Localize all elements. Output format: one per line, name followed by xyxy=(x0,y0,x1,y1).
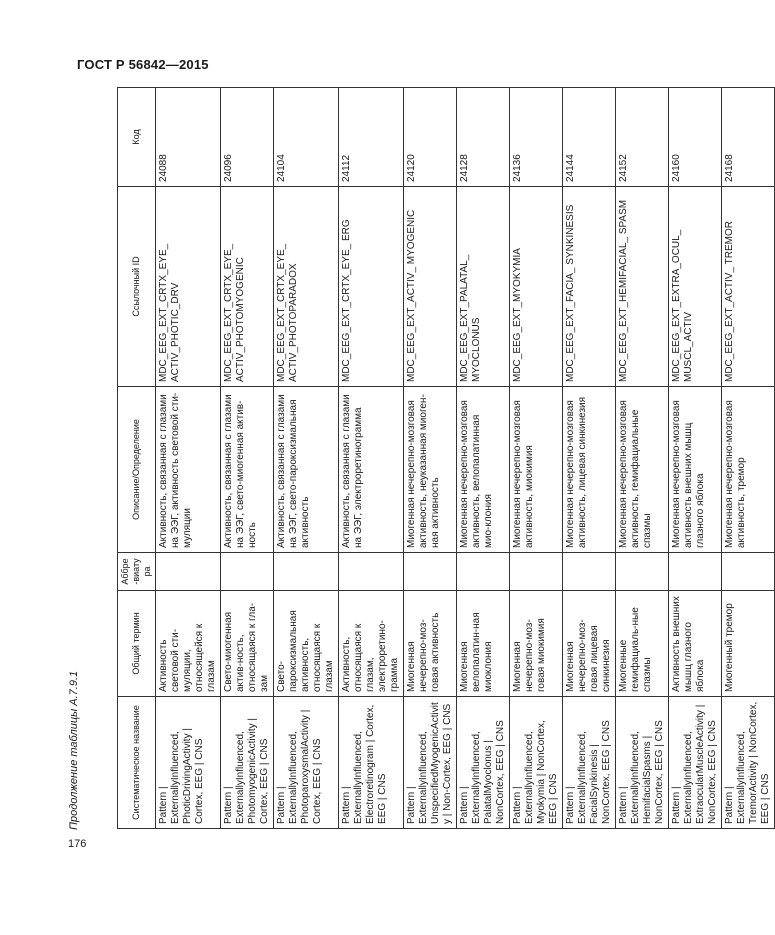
cell-common-term: Активность, относящаяся к глазам, электроретино-грамма xyxy=(339,591,404,697)
page-number: 176 xyxy=(68,838,87,850)
cell-systematic-name: Pattern | ExternallyInfluenced, FacialSynkinesis | NonCortex, EEG | CNS xyxy=(563,697,616,829)
cell-reference-id: MDC_EEG_EXT_HEMIFACIAL_ SPASM xyxy=(616,187,669,387)
cell-abbreviation xyxy=(221,553,274,591)
table-row xyxy=(156,88,221,829)
table-row xyxy=(722,88,775,829)
cell-description: Миогенная нечерепно-мозговая активность, гемифациальные спазмы xyxy=(616,387,669,553)
table-row xyxy=(457,88,510,829)
cell-code: 24096 xyxy=(221,88,274,187)
table-row xyxy=(221,88,274,829)
cell-reference-id: MDC_EEG_EXT_ACTIV_ TREMOR xyxy=(722,187,775,387)
table-rotated xyxy=(117,88,771,829)
cell-code: 24168 xyxy=(722,88,775,187)
cell-common-term: Миогенная нечерепно-моз-говая лицевая синкинезия xyxy=(563,591,616,697)
cell-description: Миогенная нечерепно-мозговая активность, лицевая синкинезия xyxy=(563,387,616,553)
table-caption: Продолжение таблицы А.7.9.1 xyxy=(68,670,80,830)
table-header-row xyxy=(118,88,156,829)
cell-abbreviation xyxy=(563,553,616,591)
cell-description: Миогенная нечерепно-мозговая активность, велопалатинная мио-клония xyxy=(457,387,510,553)
column-header-abbr: Аббре-виатура xyxy=(118,553,156,591)
cell-systematic-name: Pattern | ExternallyInfluenced, TremorActivity | NonCortex, EEG | CNS xyxy=(722,697,775,829)
cell-description: Миогенная нечерепно-мозговая активность, неуказанная миоген-ная активность xyxy=(404,387,457,553)
cell-code: 24088 xyxy=(156,88,221,187)
cell-reference-id: MDC_EEG_EXT_CRTX_EYE_ ACTIV_PHOTOMYOGENIC xyxy=(221,187,274,387)
table-row xyxy=(274,88,339,829)
table-row xyxy=(669,88,722,829)
cell-code: 24104 xyxy=(274,88,339,187)
cell-reference-id: MDC_EEG_EXT_CRTX_EYE_ ERG xyxy=(339,187,404,387)
cell-reference-id: MDC_EEG_EXT_CRTX_EYE_ ACTIV_PHOTIC_DRV xyxy=(156,187,221,387)
column-header-code: Код xyxy=(118,88,156,187)
cell-systematic-name: Pattern | ExternallyInfluenced, Electroretinogram | Cortex, EEG | CNS xyxy=(339,697,404,829)
column-header-ref-id: Ссылочный ID xyxy=(118,187,156,387)
cell-common-term: Свето-миогенная актив-ность, относящаяся к гла-зам xyxy=(221,591,274,697)
table-row xyxy=(339,88,404,829)
cell-abbreviation xyxy=(722,553,775,591)
cell-code: 24160 xyxy=(669,88,722,187)
cell-common-term: Активность световой сти-муляции, относящейся к глазам xyxy=(156,591,221,697)
table-caption-wrap xyxy=(54,90,94,830)
cell-systematic-name: Pattern | ExternallyInfluenced, HemifacialSpasms | NonCortex, EEG | CNS xyxy=(616,697,669,829)
cell-common-term: Свето-пароксизмальная активность, относящаяся к глазам xyxy=(274,591,339,697)
cell-common-term: Миогенная нечерепно-моз-говая миокимия xyxy=(510,591,563,697)
cell-common-term: Миогенные гемифациаль-ные спазмы xyxy=(616,591,669,697)
cell-reference-id: MDC_EEG_EXT_CRTX_EYE_ ACTIV_PHOTOPARADOX xyxy=(274,187,339,387)
cell-systematic-name: Pattern | ExternallyInfluenced, PhotoparoxysmalActivity | Cortex, EEG | CNS xyxy=(274,697,339,829)
data-table xyxy=(117,87,775,829)
cell-systematic-name: Pattern | ExternallyInfluenced, PalatalMyoclonus | NonCortex, EEG | CNS xyxy=(457,697,510,829)
cell-reference-id: MDC_EEG_EXT_EXTRA_OCUL_ MUSCL_ACTIV xyxy=(669,187,722,387)
cell-common-term: Активность внешних мышц глазного яблока xyxy=(669,591,722,697)
cell-description: Активность, связанная с глазами на ЭЭГ, свето-миогенная актив-ность xyxy=(221,387,274,553)
cell-abbreviation xyxy=(669,553,722,591)
cell-abbreviation xyxy=(339,553,404,591)
column-header-systematic: Систематическое название xyxy=(118,697,156,829)
cell-abbreviation xyxy=(510,553,563,591)
cell-abbreviation xyxy=(156,553,221,591)
cell-description: Миогенная нечерепно-мозговая активность, тремор xyxy=(722,387,775,553)
cell-description: Активность, связанная с глазами на ЭЭГ, активность световой сти-муляции xyxy=(156,387,221,553)
cell-code: 24144 xyxy=(563,88,616,187)
cell-abbreviation xyxy=(404,553,457,591)
cell-systematic-name: Pattern | ExternallyInfluenced, PhotomyogenicActivity | Cortex, EEG | CNS xyxy=(221,697,274,829)
cell-description: Миогенная нечерепно-мозговая активность внешних мышц глазного яблока xyxy=(669,387,722,553)
table-container xyxy=(117,88,771,829)
cell-reference-id: MDC_EEG_EXT_PALATAL_ MYOCLONUS xyxy=(457,187,510,387)
cell-systematic-name: Pattern | ExternallyInfluenced, PhoticDrivingActivity | Cortex, EEG | CNS xyxy=(156,697,221,829)
cell-description: Активность, связанная с глазами на ЭЭГ, свето-пароксизмальная активность xyxy=(274,387,339,553)
table-row xyxy=(563,88,616,829)
cell-systematic-name: Pattern | ExternallyInfluenced, UnspecifiedMyogenicActivity | Non-Cortex, EEG | CNS xyxy=(404,697,457,829)
cell-code: 24128 xyxy=(457,88,510,187)
cell-code: 24136 xyxy=(510,88,563,187)
cell-systematic-name: Pattern | ExternallyInfluenced, Myokymia | NonCortex, EEG | CNS xyxy=(510,697,563,829)
cell-abbreviation xyxy=(274,553,339,591)
cell-common-term: Миогенная нечерепно-моз-говая активность xyxy=(404,591,457,697)
cell-reference-id: MDC_EEG_EXT_ACTIV_ MYOGENIC xyxy=(404,187,457,387)
document-header-title: ГОСТ Р 56842—2015 xyxy=(77,57,209,72)
column-header-term: Общий термин xyxy=(118,591,156,697)
cell-code: 24120 xyxy=(404,88,457,187)
cell-common-term: Миогенный тремор xyxy=(722,591,775,697)
cell-abbreviation xyxy=(457,553,510,591)
table-row xyxy=(510,88,563,829)
cell-description: Активность, связанная с глазами на ЭЭГ, электроретинограмма xyxy=(339,387,404,553)
cell-description: Миогенная нечерепно-мозговая активность, миокимия xyxy=(510,387,563,553)
cell-code: 24152 xyxy=(616,88,669,187)
table-body xyxy=(156,88,775,829)
cell-reference-id: MDC_EEG_EXT_MYOKYMIA xyxy=(510,187,563,387)
cell-reference-id: MDC_EEG_EXT_FACIA_ SYNKINESIS xyxy=(563,187,616,387)
cell-code: 24112 xyxy=(339,88,404,187)
cell-systematic-name: Pattern | ExternallyInfluenced, ExtraocularMuscleActivity | NonCortex, EEG | CNS xyxy=(669,697,722,829)
table-row xyxy=(616,88,669,829)
cell-common-term: Миогенная велопалатин-ная миоклония xyxy=(457,591,510,697)
table-row xyxy=(404,88,457,829)
cell-abbreviation xyxy=(616,553,669,591)
column-header-description: Описание/Определение xyxy=(118,387,156,553)
